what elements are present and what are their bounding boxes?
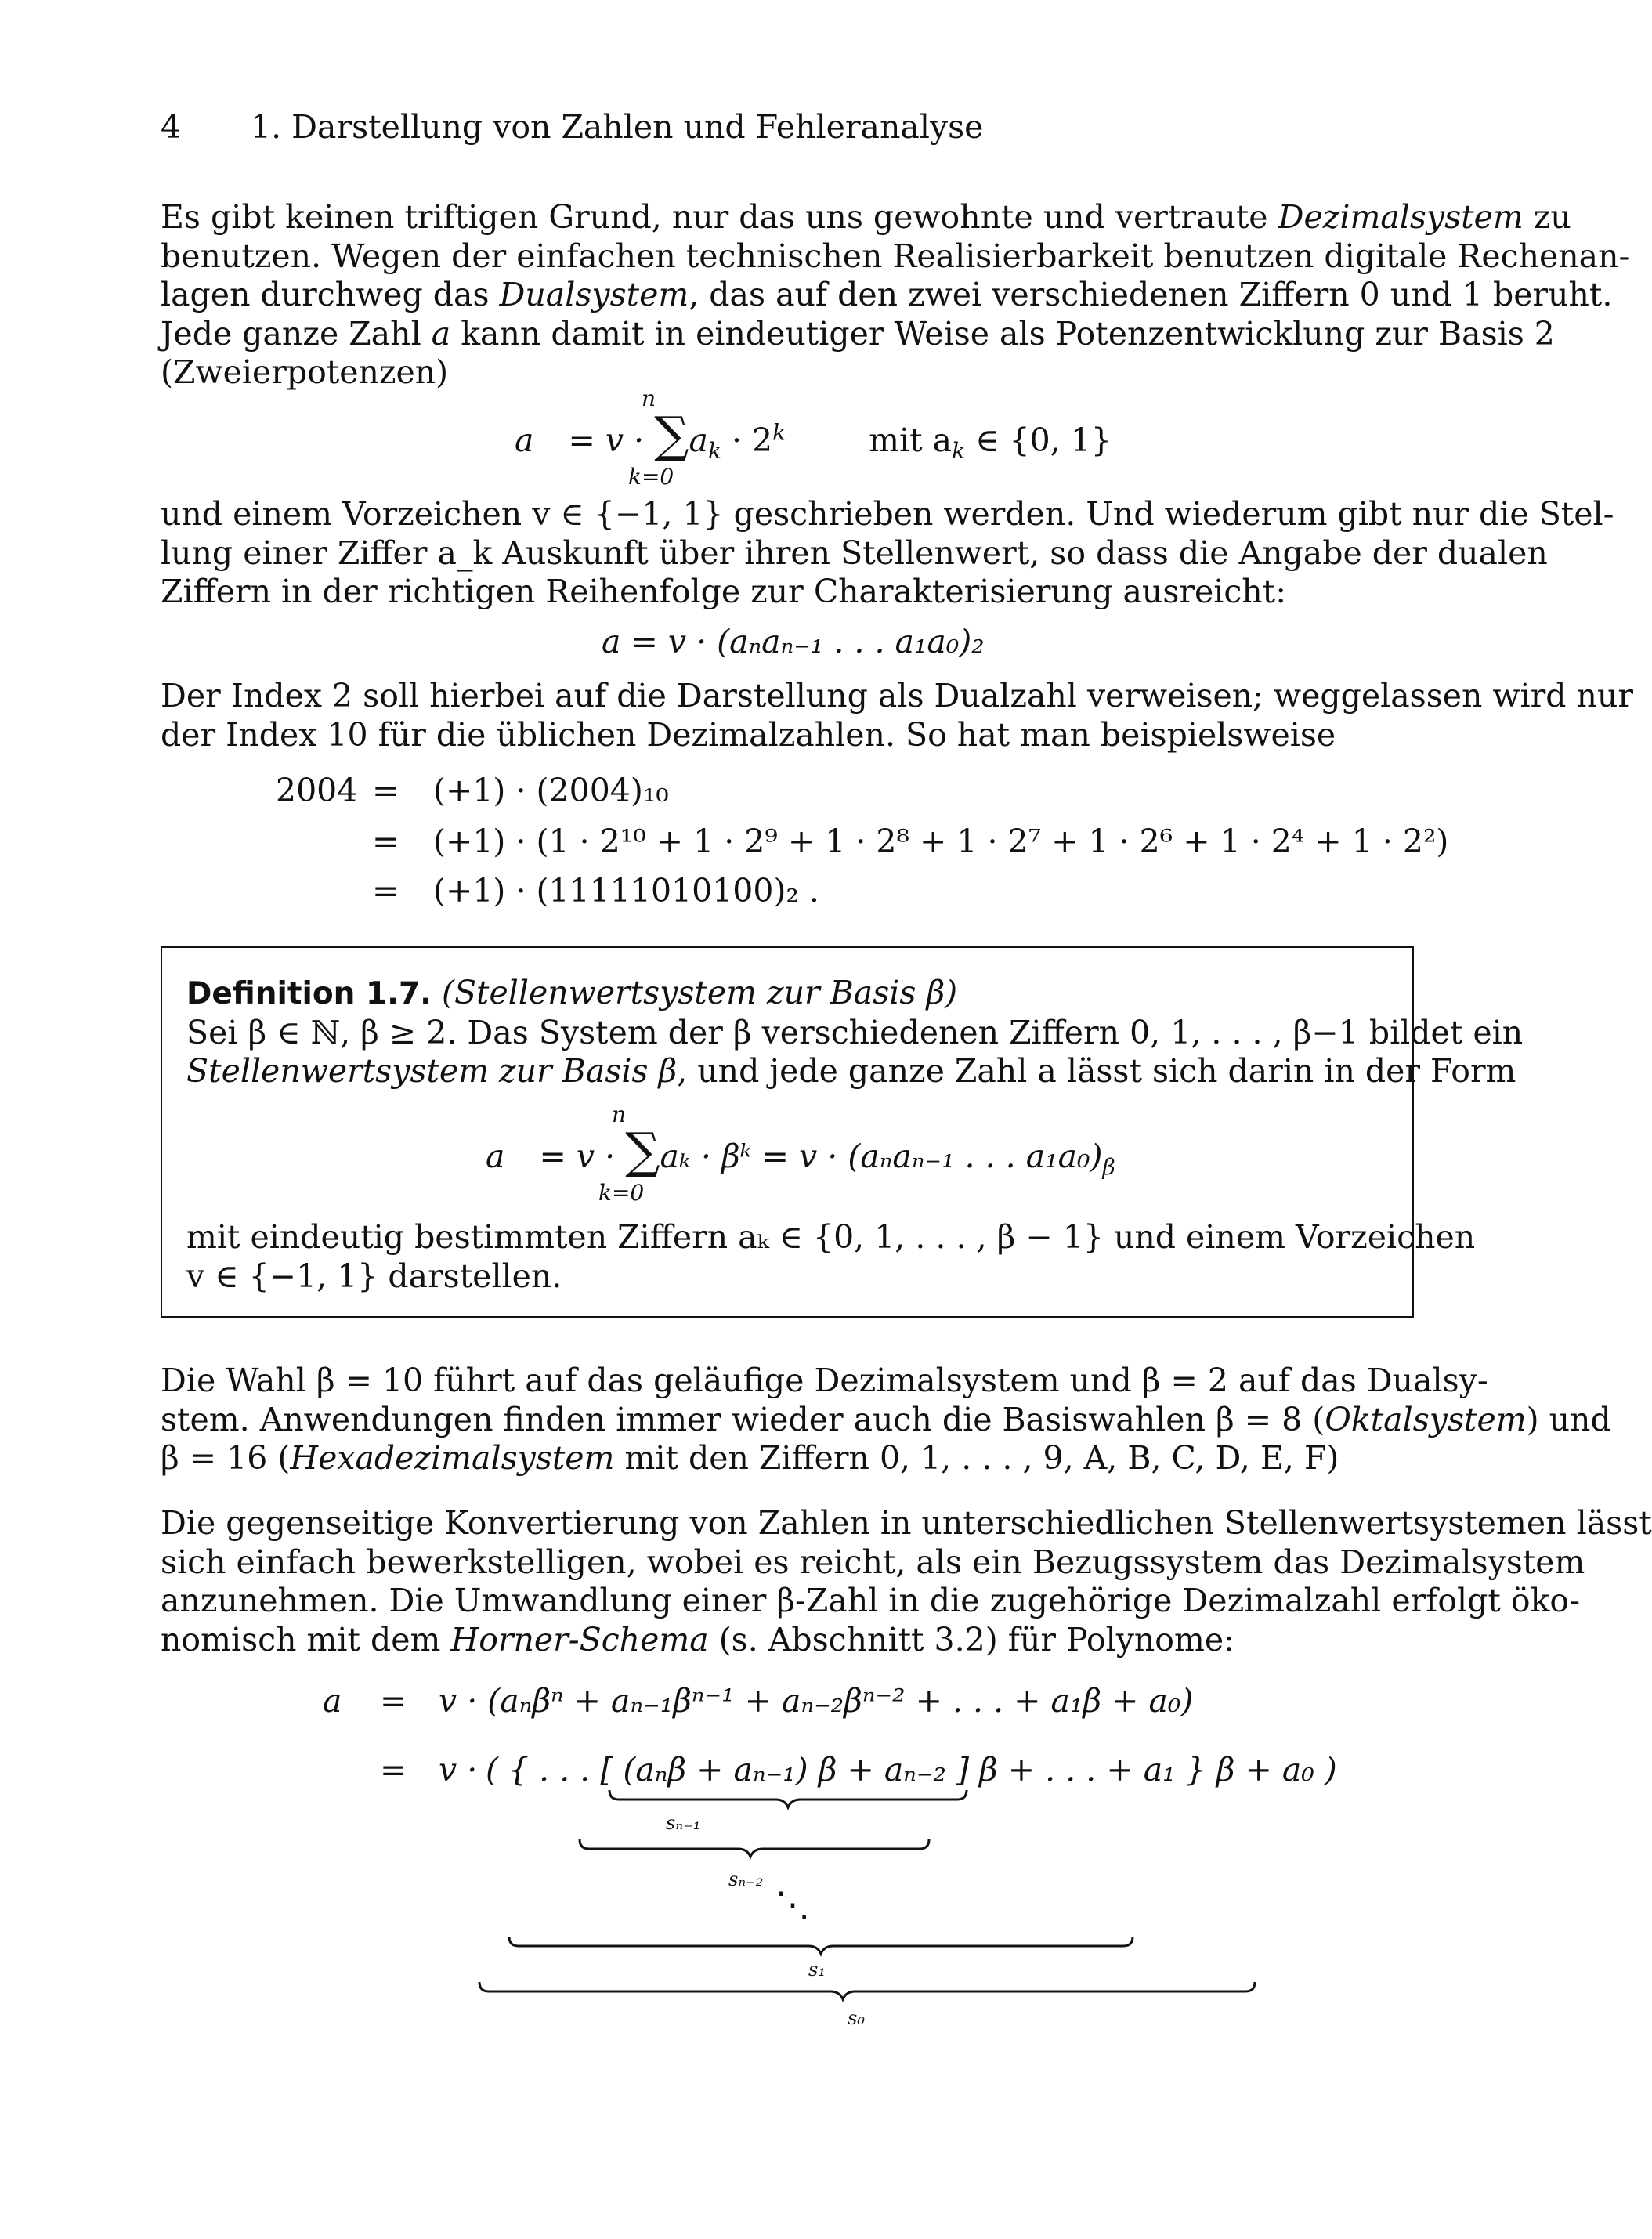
text-line: Ziffern in der richtigen Reihenfolge zur Charakterisierung ausreicht: — [161, 573, 1287, 610]
label-s-n-1: sₙ₋₁ — [666, 1812, 701, 1834]
sum-lower-limit: k=0 — [628, 464, 674, 490]
equation-dual-digits: a = v · (aₙaₙ₋₁ . . . a₁a₀)₂ — [602, 623, 985, 660]
horner-row-1: v · (aₙβⁿ + aₙ₋₁βⁿ⁻¹ + aₙ₋₂βⁿ⁻² + . . . + a₁β + a₀) — [439, 1682, 1194, 1720]
text-line: Die gegenseitige Konvertierung von Zahlen in unterschiedlichen Stellenwertsystemen lässt — [161, 1504, 1652, 1542]
sum-symbol: ∑ — [625, 1122, 660, 1179]
chapter-title: 1. Darstellung von Zahlen und Fehleranalyse — [251, 108, 984, 146]
text-line: mit eindeutig bestimmten Ziffern aₖ ∈ {0, 1, . . . , β − 1} und einem Vorzeichen — [186, 1218, 1476, 1256]
sum-lower-limit: k=0 — [598, 1180, 645, 1206]
text-line: (Zweierpotenzen) — [161, 353, 449, 391]
equals-sign: = — [380, 1751, 407, 1789]
sum-upper-limit: n — [642, 385, 656, 411]
label-s-1: s₁ — [808, 1959, 826, 1980]
example-row-2: (+1) · (1 · 2¹⁰ + 1 · 2⁹ + 1 · 2⁸ + 1 · 2⁷ + 1 · 2⁶ + 1 · 2⁴ + 1 · 2²) — [433, 823, 1449, 860]
example-2004-lhs: 2004 — [276, 772, 358, 809]
text-line: Es gibt keinen triftigen Grund, nur das uns gewohnte und vertraute Dezimalsystem zu — [161, 198, 1571, 236]
label-s-n-2: sₙ₋₂ — [728, 1868, 764, 1890]
sum-symbol: ∑ — [654, 406, 689, 463]
definition-title: (Stellenwertsystem zur Basis β) — [441, 974, 958, 1011]
text-line: Jede ganze Zahl a kann damit in eindeutiger Weise als Potenzentwicklung zur Basis 2 — [161, 314, 1555, 353]
diagonal-dots: ⋱ — [775, 1885, 810, 1925]
underbrace-s-n-1 — [609, 1790, 967, 1807]
label-s-0: s₀ — [848, 2007, 865, 2029]
text-line: lung einer Ziffer a_k Auskunft über ihren Stellenwert, so dass die Angabe der dualen — [161, 534, 1548, 572]
text-line: v ∈ {−1, 1} darstellen. — [186, 1257, 562, 1295]
horner-lhs: a — [323, 1682, 342, 1720]
text-line: der Index 10 für die üblichen Dezimalzahlen. So hat man beispielsweise — [161, 715, 1336, 754]
text-line: nomisch mit dem Horner-Schema (s. Abschnitt 3.2) für Polynome: — [161, 1620, 1234, 1658]
text-line: Stellenwertsystem zur Basis β, und jede ganze Zahl a lässt sich darin in der Form — [186, 1052, 1516, 1090]
text-line: benutzen. Wegen der einfachen technischen Realisierbarkeit benutzen digitale Rechenan- — [161, 237, 1630, 275]
horner-row-2-prefix: v · — [439, 1751, 478, 1789]
definition-equation: a = v · ∑aₖ · βᵏ = v · (aₙaₙ₋₁ . . . $a_1a_0)_\beta$ — [486, 1122, 1115, 1181]
underbrace-s-n-2 — [580, 1839, 929, 1857]
text-line: und einem Vorzeichen v ∈ {−1, 1} geschrieben werden. Und wiederum gibt nur die Stel- — [161, 495, 1614, 533]
example-row-1: (+1) · (2004)₁₀ — [433, 772, 669, 809]
sum-upper-limit: n — [612, 1101, 627, 1127]
text-line: β = 16 (Hexadezimalsystem mit den Ziffern 0, 1, . . . , 9, A, B, C, D, E, F) — [161, 1439, 1339, 1477]
text-line: Der Index 2 soll hierbei auf die Darstellung als Dualzahl verweisen; weggelassen wird nur — [161, 677, 1633, 714]
text-line: Die Wahl β = 10 führt auf das geläufige Dezimalsystem und β = 2 auf das Dualsy- — [161, 1362, 1488, 1399]
underbrace-s-1 — [509, 1937, 1133, 1954]
text-line: lagen durchweg das Dualsystem, das auf den zwei verschiedenen Ziffern 0 und 1 beruht. — [161, 276, 1613, 313]
equals-sign: = — [372, 772, 399, 809]
text-line: Sei β ∈ ℕ, β ≥ 2. Das System der β verschiedenen Ziffern 0, 1, . . . , β−1 bildet ein — [186, 1013, 1524, 1051]
equals-sign: = — [380, 1682, 407, 1720]
underbrace-s-0 — [479, 1982, 1255, 1999]
equals-sign: = — [372, 823, 399, 860]
example-row-3: (+1) · (11111010100)₂ . — [433, 872, 819, 910]
definition-label: Definition 1.7. — [186, 976, 432, 1011]
text-line: stem. Anwendungen finden immer wieder auch die Basiswahlen β = 8 (Oktalsystem) und — [161, 1400, 1611, 1438]
page-number: 4 — [161, 108, 182, 146]
equation-binary-expansion: $a = v \cdot \sum a_k \cdot 2^k$ mit $a_k$ ∈ {0, 1} — [515, 406, 1112, 465]
equals-sign: = — [372, 872, 399, 910]
text-line: sich einfach bewerkstelligen, wobei es reicht, als ein Bezugssystem das Dezimalsystem — [161, 1543, 1585, 1581]
horner-row-2: ( { . . . [ (aₙβ + aₙ₋₁) β + aₙ₋₂ ] β + . . . + a₁ } β + a₀ ) — [486, 1751, 1337, 1789]
text-line: anzunehmen. Die Umwandlung einer β-Zahl in die zugehörige Dezimalzahl erfolgt öko- — [161, 1582, 1580, 1619]
